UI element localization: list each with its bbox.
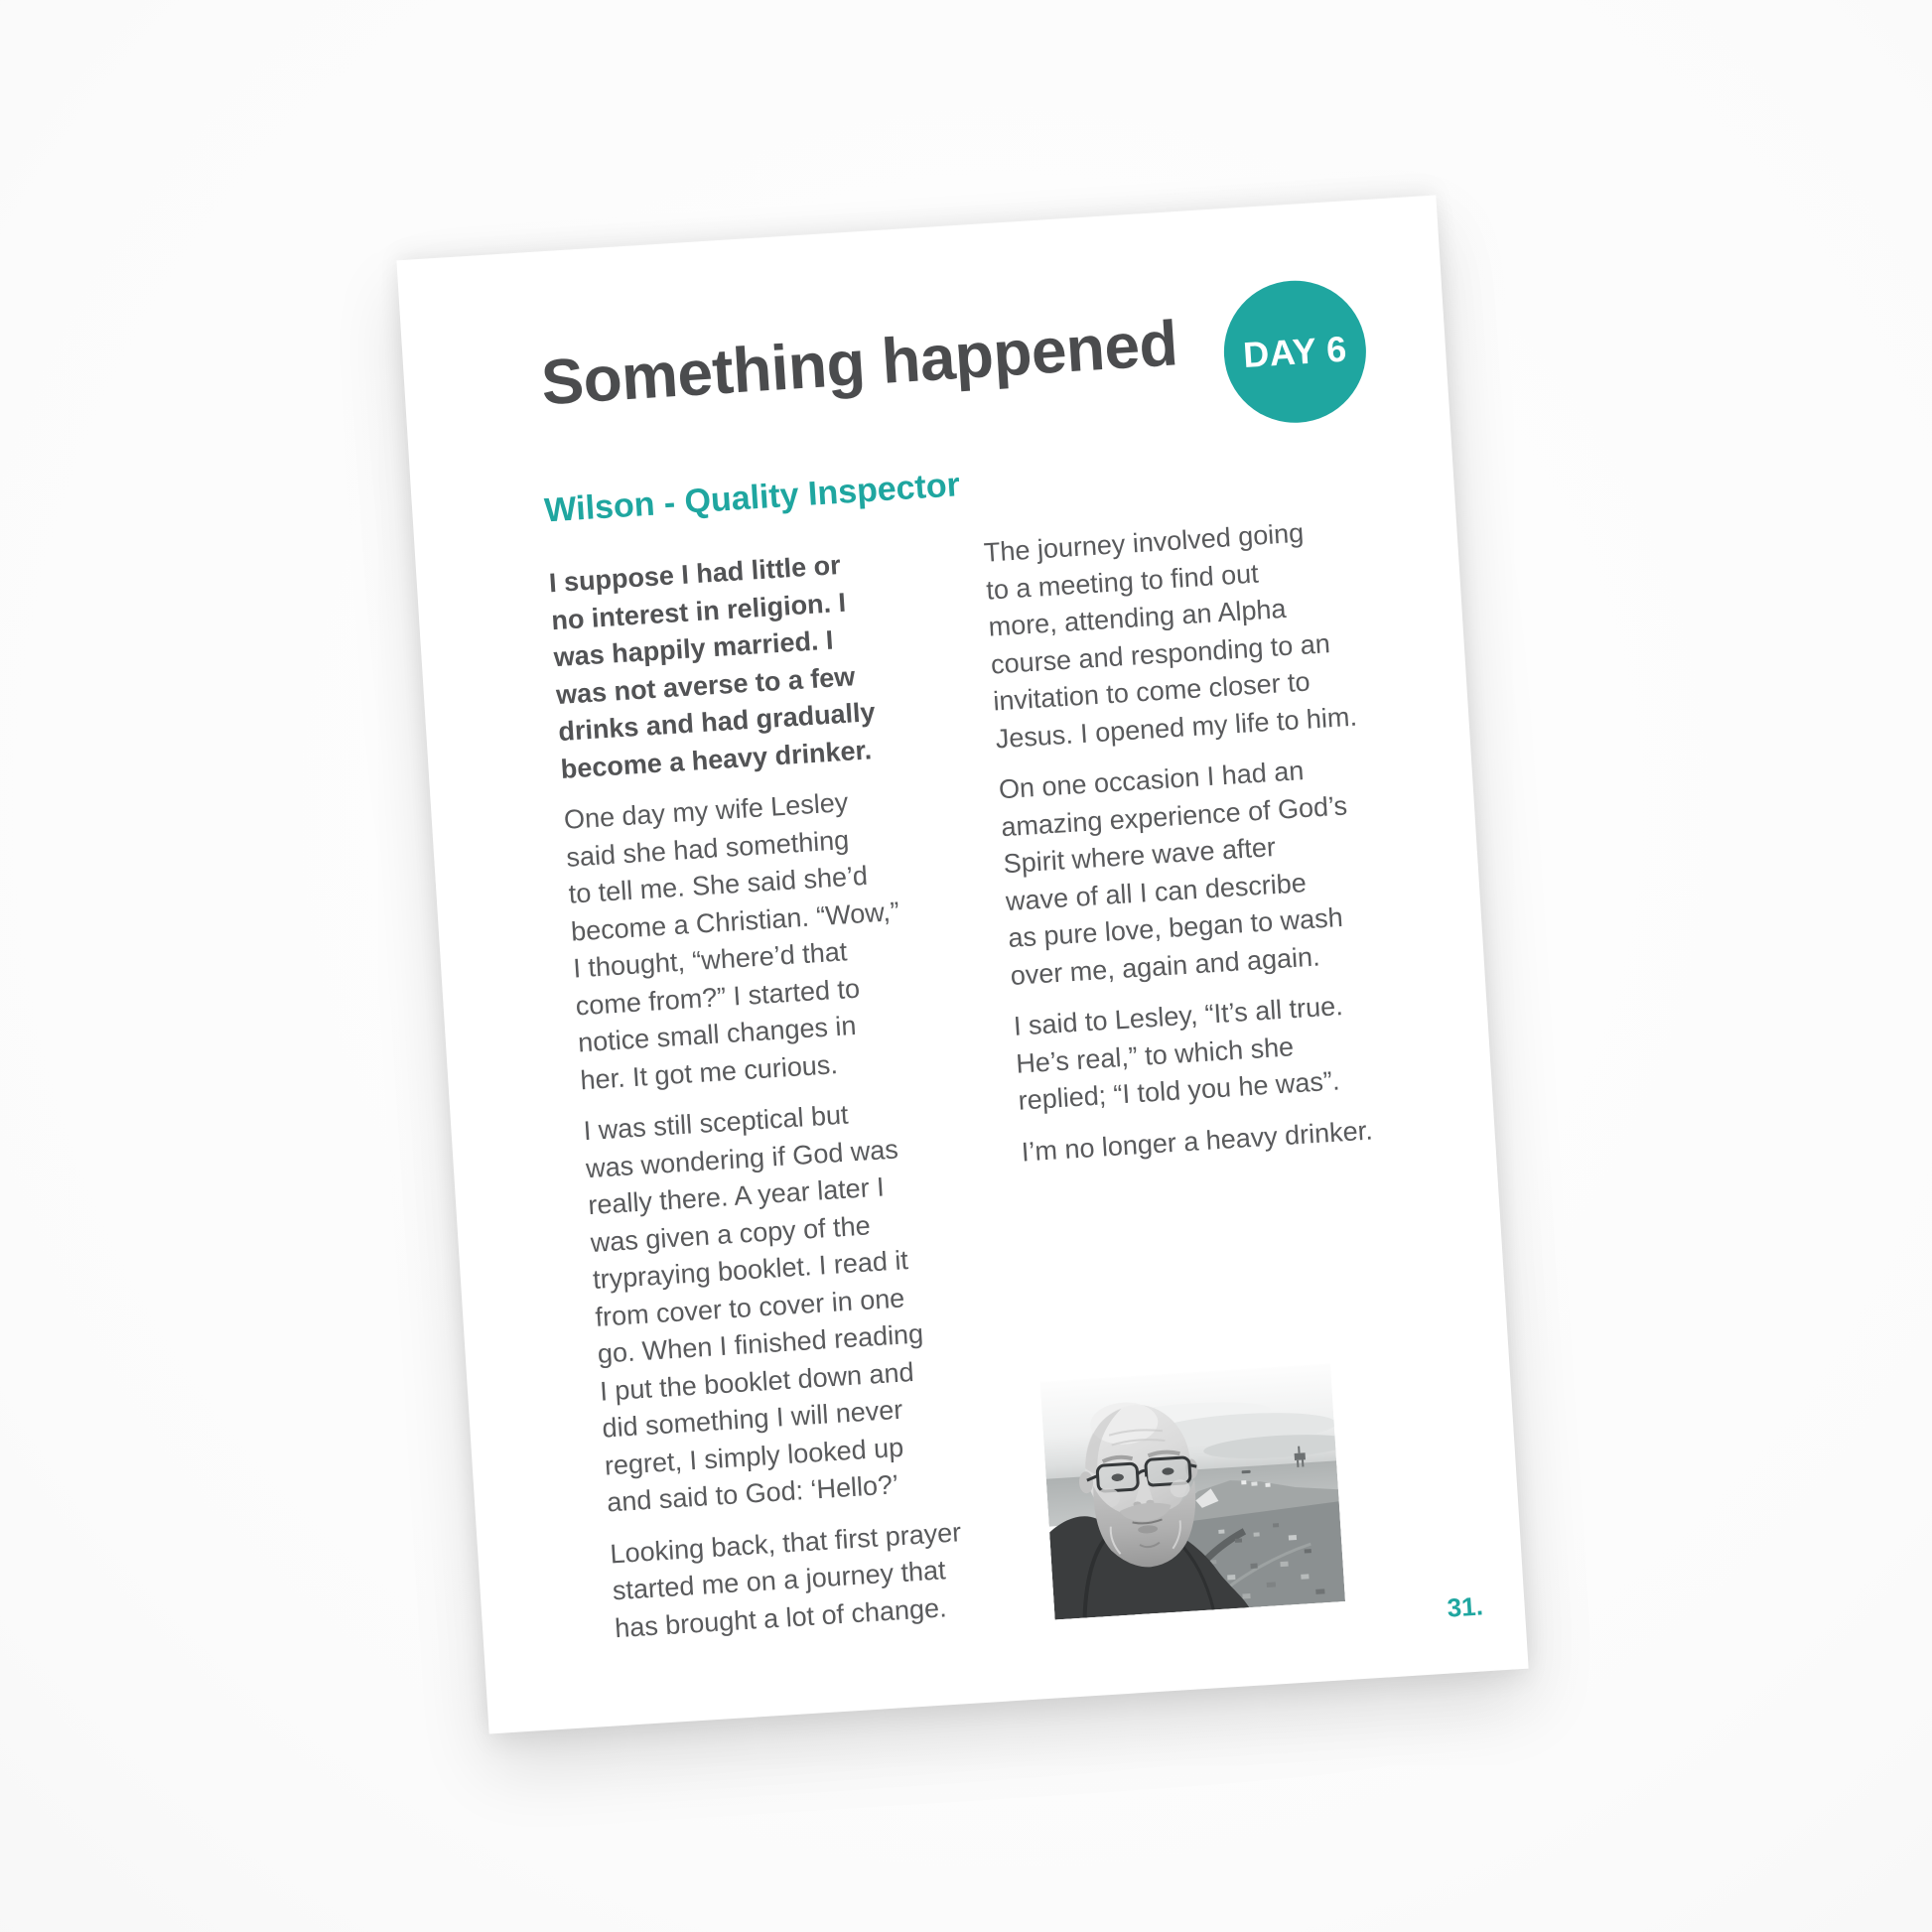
text-column-left: [548, 538, 1051, 1661]
booklet-page: [396, 196, 1528, 1734]
story-subtitle: Wilson - Quality Inspector: [543, 466, 961, 530]
paragraph: The journey involved going to a meeting to find out more, attending an Alpha course and responding to an invitation to come closer to Jesus. I opened my life to him.: [983, 517, 1358, 754]
page-number: 31.: [1446, 1590, 1484, 1623]
portrait-photo: [1040, 1364, 1345, 1620]
paragraph: One day my wife Lesley said she had something to tell me. She said she’d become a Christian. “Wow,” I thought, “where’d that come from?” I started to notice small changes in her. It got me curious.: [563, 786, 900, 1095]
text-column-right: [983, 507, 1457, 1184]
paragraph: I said to Lesley, “It’s all true. He’s real,” to which she replied; “I told you he was”.: [1013, 991, 1344, 1116]
paragraph: I was still sceptical but was wondering if God was really there. A year later I was given a copy of the trypraying booklet. I read it from cover to cover in one go. When I finished reading I put the booklet down and did something I will never regret, I simply looked up and said to God: ‘Hello?’: [582, 1099, 924, 1518]
day-badge: [1220, 276, 1371, 427]
paragraph: I’m no longer a heavy drinker.: [1021, 1114, 1374, 1168]
day-badge-label: DAY 6: [1241, 328, 1348, 375]
paragraph: Looking back, that first prayer started me on a journey that has brought a lot of change.: [609, 1516, 962, 1643]
paragraph: On one occasion I had an amazing experience of God’s Spirit where wave after wave of all I can describe as pure love, began to wash over me, again and again.: [998, 756, 1348, 991]
portrait-photo-illustration: [1040, 1364, 1345, 1620]
intro-paragraph: I suppose I had little or no interest in religion. I was happily married. I was not averse to a few drinks and had gradually become a heavy drinker.: [548, 549, 877, 784]
page-title: Something happened: [539, 307, 1180, 419]
